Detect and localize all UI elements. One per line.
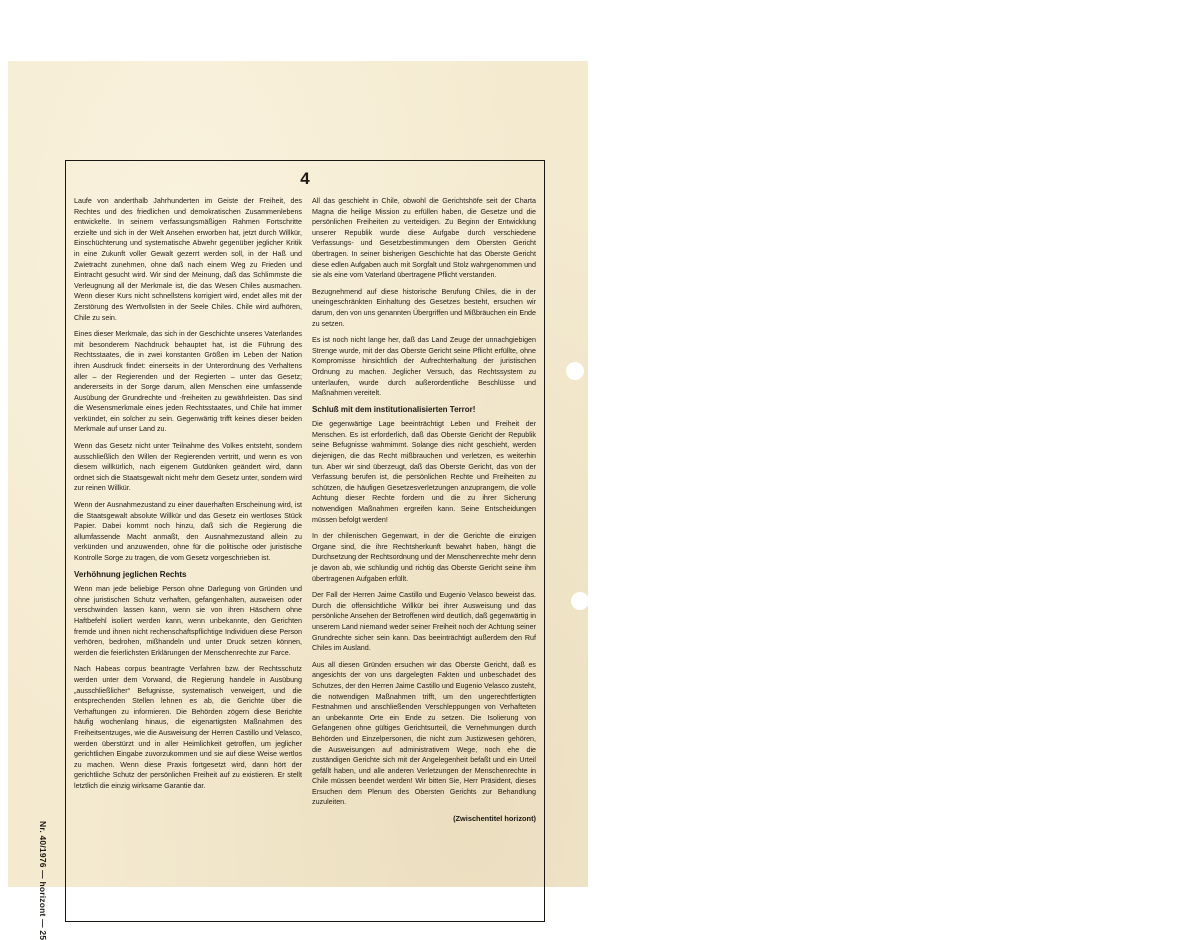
paragraph: Der Fall der Herren Jaime Castillo und Eugenio Velasco beweist das. Durch die offensichtliche Willkür bei ihrer Ausweisung und das persönliche Ansehen der Betroffenen wird deutlich, daß gegenwärtig in unserem Land niemand weder seiner Freiheit noch der Achtung seiner Grundrechte sicher sein kann. Das beeinträchtigt außerdem den Ruf Chiles im Ausland. (312, 591, 536, 653)
paragraph: In der chilenischen Gegenwart, in der die Gerichte die einzigen Organe sind, die ihre Rechtsherkunft bewahrt haben, hängt die Durchsetzung der Rechtsordnung und der Menschenrechte mehr denn je davon ab, wie schlundig und richtig das Oberste Gericht seine ihm übertragenen Aufgaben erfüllt. (312, 532, 536, 583)
paragraph: Wenn das Gesetz nicht unter Teilnahme des Volkes entsteht, sondern ausschließlich den Willen der Regierenden vertritt, und wenn es von diesem willkürlich, nach eigenem Gutdünken geändert wird, dann ordnet sich die Staatsgewalt nicht mehr dem Gesetz unter, sondern wird zur reinen Willkür. (74, 442, 302, 493)
left-column (74, 196, 302, 797)
article-frame (65, 160, 545, 922)
page-number: 4 (300, 169, 310, 188)
paragraph: All das geschieht in Chile, obwohl die Gerichtshöfe seit der Charta Magna die heilige Mission zu erfüllen haben, die Gesetze und die persönlichen Freiheiten zu verteidigen. Zu Beginn der Entwicklung unserer Republik wurde diese Aufgabe durch verschiedene Verfassungs- und Gesetzbestimmungen dem Obersten Gericht übertragen. In seiner bisherigen Geschichte hat das Oberste Gericht diese edlen Aufgaben auch mit Sorgfalt und Stolz wahrgenommen und sie als eine vom Vaterland übertragene Pflicht verstanden. (312, 197, 536, 280)
paragraph: Wenn man jede beliebige Person ohne Darlegung von Gründen und ohne juristischen Schutz verhaften, gefangenhalten, ausweisen oder verschwinden lassen kann, wenn sie von ihren Häschern ohne Haftbefehl isoliert werden kann, wenn unbekannte, den Gerichten fremde und ihnen nicht rechenschaftspflichtige Individuen diese Person verhören, bedrohen, mißhandeln und unter Druck setzen können, werden die feierlichsten Erklärungen der Menschenrechte zur Farce. (74, 585, 302, 657)
paragraph: Bezugnehmend auf diese historische Berufung Chiles, die in der uneingeschränkten Einhaltung des Gesetzes besteht, ersuchen wir darum, den von uns genannten Übergriffen und Mißbräuchen ein Ende zu setzen. (312, 287, 536, 328)
paragraph: Laufe von anderthalb Jahrhunderten im Geiste der Freiheit, des Rechtes und des friedlichen und demokratischen Zusammenlebens entwickelte. In seinem verfassungsmäßigen Rahmen Fortschritte erzielte und sich in der Welt Ansehen erworben hat, jetzt durch Willkür, Einschüchterung und systematische Abwehr gegenüber jeglicher Kritik in eine Zukunft voller Gewalt gezerrt werden soll, in der Haß und Zwietracht zunehmen, ohne daß nach einem Weg zu Frieden und Eintracht gesucht wird. Wir sind der Meinung, daß das Schlimmste die Verleugnung all der Merkmale ist, die das Wesen Chiles ausmachen. Wenn dieser Kurs nicht schnellstens korrigiert wird, endet alles mit der Zerstörung des Wertvollsten in der Seele Chiles. Chile wird aufhören, Chile zu sein. (74, 197, 302, 322)
paragraph: Es ist noch nicht lange her, daß das Land Zeuge der unnachgiebigen Strenge wurde, mit der das Oberste Gericht seine Pflicht erfüllte, ohne Kompromisse hinsichtlich der Aufrechterhaltung der juristischen Ordnung zu machen. Jeglicher Versuch, das Rechtssystem zu unterlaufen, wurde durch außerordentliche Beschlüsse und Maßnahmen vereitelt. (312, 336, 536, 398)
section-heading: Schluß mit dem institutionalisierten Terror! (312, 404, 476, 414)
punch-hole (571, 592, 589, 610)
issue-side-label: Nr. 40/1976 — horizont — 25 (38, 821, 48, 940)
right-column (312, 196, 536, 825)
paragraph: Wenn der Ausnahmezustand zu einer dauerhaften Erscheinung wird, ist die Staatsgewalt absolute Willkür und das Gesetz ein wertloses Stück Papier. Dabei kommt noch hinzu, daß sich die Regierung die allumfassende Macht anmaßt, den Ausnahmezustand allein zu verkünden und anzuwenden, ohne für die politische oder juristische Kontrolle Sorge zu tragen, die vom Gesetz vorgeschrieben ist. (74, 501, 302, 562)
credit-line: (Zwischentitel horizont) (453, 814, 536, 824)
paragraph: Die gegenwärtige Lage beeinträchtigt Leben und Freiheit der Menschen. Es ist erforderlich, daß das Oberste Gericht der Republik seine Befugnisse wahrnimmt. Solange dies nicht geschieht, werden diejenigen, die das Recht mißbrauchen und verletzen, es weiterhin tun. Aber wir sind überzeugt, daß das Oberste Gericht, das von der Verfassung berufen ist, die persönlichen Rechte und Freiheiten zu schützen, die häufigen Gesetzesverletzungen anzuprangern, die volle Achtung dieser Rechte fordern und die zu ihrer Sicherung notwendigen Maßnahmen ergreifen kann. Seine Entscheidungen müssen befolgt werden! (312, 420, 536, 524)
section-heading: Verhöhnung jeglichen Rechts (74, 569, 187, 579)
paragraph: Eines dieser Merkmale, das sich in der Geschichte unseres Vaterlandes mit besonderem Nachdruck behauptet hat, ist die Führung des Rechtsstaates, die in zwei konstanten Größen im Leben der Nation ihren Ausdruck findet: einerseits in der Unterordnung des Verhaltens aller – der Regierenden und der Regierten – unter das Gesetz; andererseits in der Sorge darum, allen Menschen eine umfassende Ausübung der Grundrechte und -freiheiten zu gewährleisten. Das sind die Wesensmerkmale eines jeden Rechtsstaates, und Chile hat immer verkündet, ein solcher zu sein. Gegenwärtig trifft keines dieser beiden Merkmale auf unser Land zu. (74, 330, 302, 434)
paragraph: Aus all diesen Gründen ersuchen wir das Oberste Gericht, daß es angesichts der von uns dargelegten Fakten und unbeschadet des Schutzes, der den Herren Jaime Castillo und Eugenio Velasco zusteht, die notwendigen Maßnahmen trifft, um den ungerechtfertigten Festnahmen und anschließenden Verschleppungen von Verhafteten an unbekannte Orte ein Ende zu setzen. Die Isolierung von Gefangenen ohne gültiges Gerichtsurteil, die Vernehmungen durch Behörden und Einzelpersonen, die nicht zum Justizwesen gehören, die Ausweisungen auf administrativem Wege, noch ehe die zuständigen Gerichte sich mit der Angelegenheit befaßt und ein Urteil gefällt haben, und alle anderen Verletzungen der Menschenrechte in Chile müssen beendet werden! Wir bitten Sie, Herr Präsident, dieses Ersuchen dem Plenum des Obersten Gerichts zur Behandlung zuzuleiten. (312, 660, 536, 807)
scanned-page (8, 61, 588, 940)
paragraph: Nach Habeas corpus beantragte Verfahren bzw. der Rechtsschutz werden unter dem Vorwand, die Regierung handele in Ausübung „ausschließlicher“ Befugnisse, systematisch verweigert, und die entsprechenden Stellen lehnen es ab, die Gerichte über die Verhaftungen zu informieren. Die Behörden zögern diese Berichte häufig wochenlang hinaus, die eigenartigsten Maßnahmen des Freiheitsentzuges, wie die Ausweisung der Herren Castillo und Velasco, werden überstürzt und in aller Heimlichkeit getroffen, um jeglicher gerichtlichen Eingabe zuvorzukommen und sie auf diese Weise wertlos zu machen. Wenn diese Praxis fortgesetzt wird, dann hört der gerichtliche Schutz der persönlichen Freiheit auf zu existieren. Er stellt letztlich die einzig wirksame Garantie dar. (74, 665, 302, 790)
punch-hole (566, 362, 584, 380)
